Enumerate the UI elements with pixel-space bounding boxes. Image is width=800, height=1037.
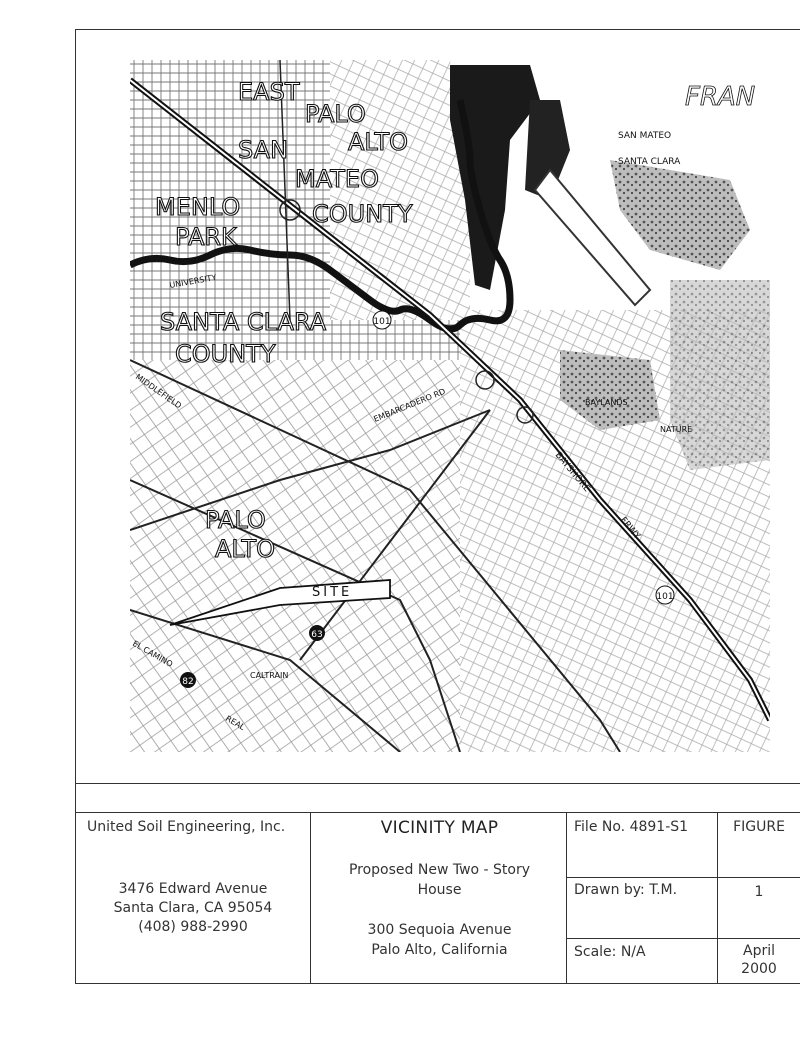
highway-101-shield-b [656, 586, 674, 604]
hwy-101-label-b: 101 [656, 592, 674, 602]
site-address-line-2: Palo Alto, California [371, 942, 508, 958]
hwy-101-label-a: 101 [373, 317, 391, 327]
real-label: REAL [224, 713, 247, 733]
san-label: SAN [238, 136, 289, 164]
santa-clara-label: SANTA CLARA [160, 308, 327, 336]
nature-label: NATURE [660, 425, 693, 434]
drawing-title: VICINITY MAP [380, 818, 499, 838]
palo-top-label: PALO [305, 100, 366, 128]
el-camino-label: EL CAMINO [131, 638, 175, 670]
site-label: SITE [312, 585, 353, 600]
embarcadero-label: EMBARCADERO RD [372, 386, 447, 424]
east-label: EAST [238, 78, 300, 106]
frank-label: FRAN [685, 82, 756, 112]
hwy-63-label: 63 [311, 630, 323, 640]
project-line-2: House [417, 882, 462, 898]
vicinity-map [130, 60, 770, 752]
san-mateo-line-label: SAN MATEO [618, 131, 672, 141]
middlefield-label: MIDDLEFIELD [133, 372, 184, 411]
highway-101-shield-a [373, 311, 391, 329]
highway-82-shield [180, 672, 196, 688]
santa-clara-line-label: SANTA CLARA [618, 157, 681, 167]
palo-label: PALO [205, 506, 266, 534]
scale: Scale: N/A [574, 944, 646, 960]
baylands-label: BAYLANDS [585, 398, 628, 407]
date-month: April [743, 943, 775, 959]
bayshore-label: BAYSHORE [552, 450, 592, 495]
drawn-by: Drawn by: T.M. [574, 882, 678, 898]
alto-top-label: ALTO [348, 128, 409, 156]
figure-number: 1 [754, 884, 764, 900]
highway-63-shield [309, 625, 325, 641]
mateo-label: MATEO [295, 165, 379, 193]
address-line-1: 3476 Edward Avenue [118, 881, 268, 897]
titleblock-row-line-2 [566, 938, 800, 939]
date-year: 2000 [741, 961, 777, 977]
county-bottom-label: COUNTY [175, 340, 276, 368]
figure-label: FIGURE [733, 819, 785, 835]
hwy-82-label: 82 [182, 677, 194, 687]
titleblock-top-border [75, 783, 800, 784]
titleblock-divider-1 [310, 812, 311, 984]
menlo-label: MENLO [155, 193, 241, 221]
address-line-2: Santa Clara, CA 95054 [113, 900, 273, 916]
file-number: File No. 4891-S1 [574, 819, 689, 835]
project-line-1: Proposed New Two - Story [348, 862, 531, 878]
phone-number: (408) 988-2990 [138, 919, 248, 935]
alto-label: ALTO [215, 535, 276, 563]
titleblock-inner-border [75, 812, 800, 813]
site-address-line-1: 300 Sequoia Avenue [367, 922, 512, 938]
titleblock-row-line-1 [566, 877, 800, 878]
frwy-label: FRWY [617, 515, 642, 542]
nature-preserve [670, 280, 770, 470]
company-name: United Soil Engineering, Inc. [87, 819, 286, 835]
county-top-label: COUNTY [312, 200, 413, 228]
park-label: PARK [175, 223, 237, 251]
university-label: UNIVERSITY [168, 272, 218, 290]
caltrain-label: CALTRAIN [250, 671, 289, 680]
